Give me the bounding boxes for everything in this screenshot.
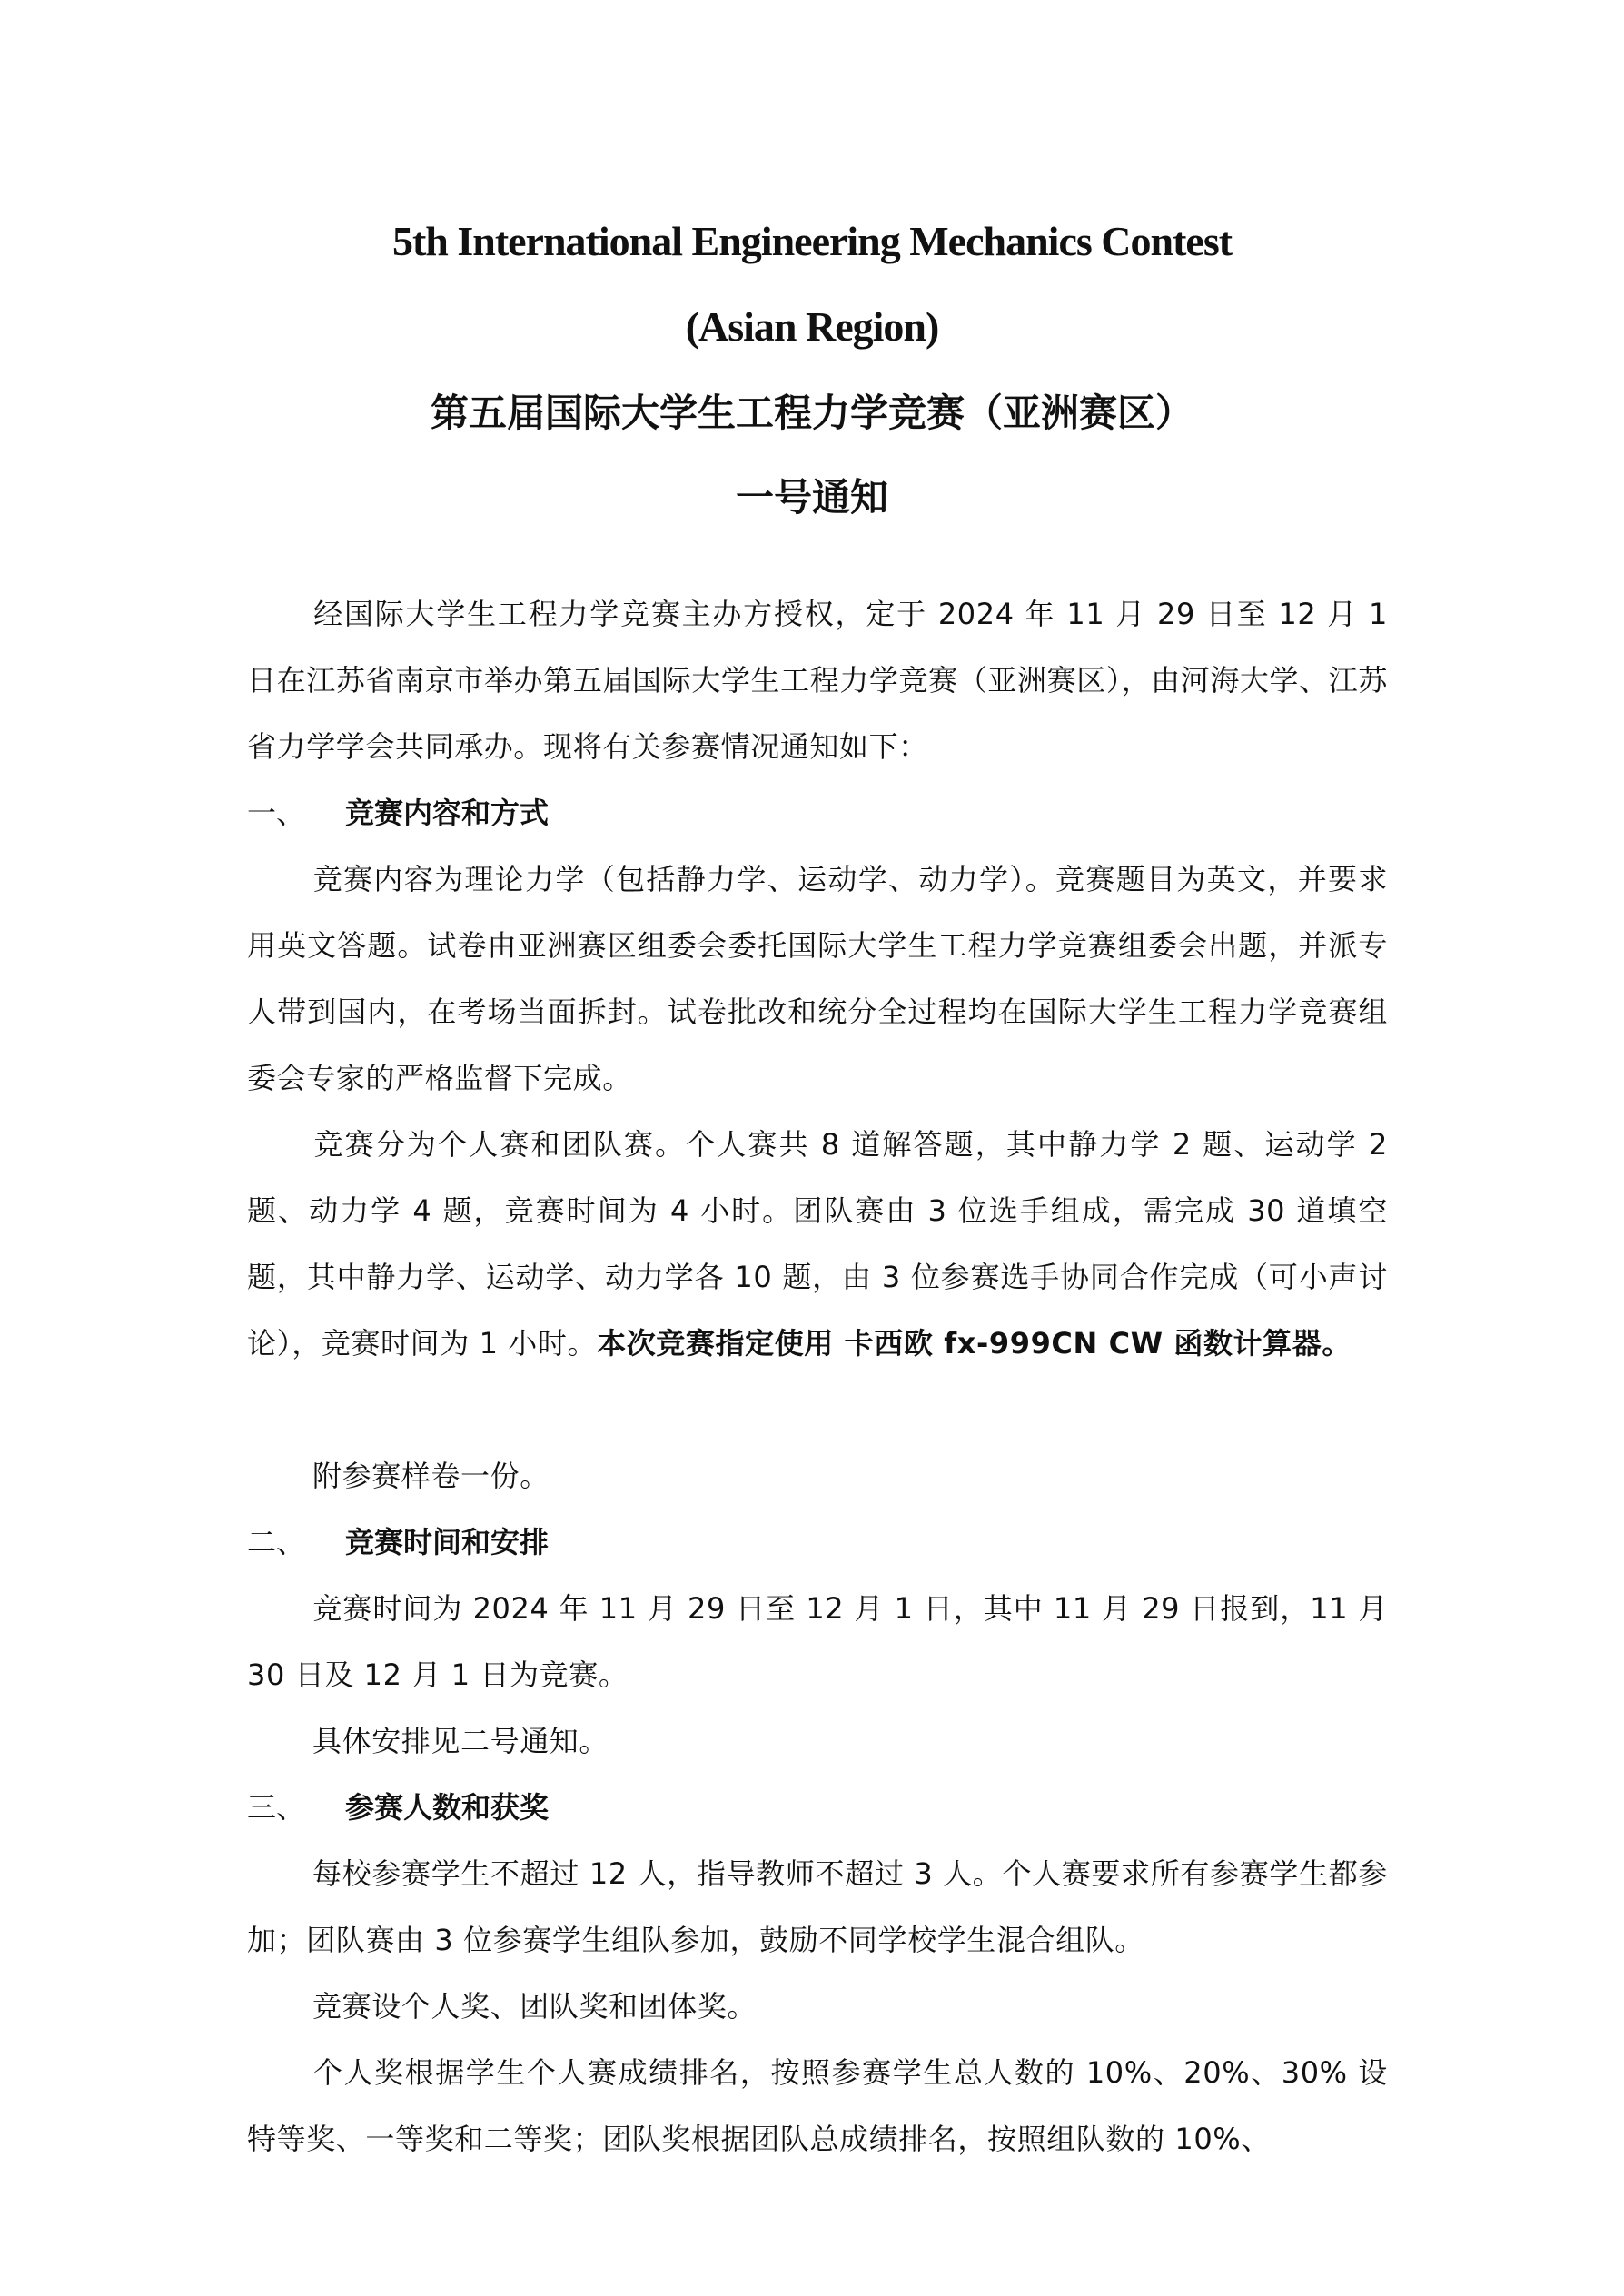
section-heading-1 bbox=[247, 780, 1388, 846]
paragraph-text: 每校参赛学生不超过 12 人，指导教师不超过 3 人。个人赛要求所有参赛学生都参加；团队赛由 3 位参赛学生组队参加，鼓励不同学校学生混合组队。 bbox=[247, 1856, 1388, 1957]
paragraph-text: 具体安排见二号通知。 bbox=[312, 1724, 609, 1758]
section3-paragraph-2 bbox=[247, 1974, 1388, 2040]
section-number: 一、 bbox=[247, 796, 306, 830]
section-heading-2 bbox=[247, 1509, 1388, 1576]
section-title: 竞赛内容和方式 bbox=[345, 796, 550, 830]
calculator-note: 本次竞赛指定使用 卡西欧 fx-999CN CW 函数计算器。 bbox=[597, 1326, 1352, 1361]
section-title: 参赛人数和获奖 bbox=[345, 1790, 550, 1825]
paragraph-text: 附参赛样卷一份。 bbox=[312, 1459, 550, 1493]
paragraph-text: 竞赛分为个人赛和团队赛。个人赛共 8 道解答题，其中静力学 2 题、运动学 2 题、动力学 4 题，竞赛时间为 4 小时。团队赛由 3 位选手组成，需完成 30 道填空题，其中静力学、运动学、动力学各 10 题，由 3 位参赛选手协同合作完成（可小声讨论），竞赛时间为 1 小时。 bbox=[247, 1127, 1388, 1361]
intro-paragraph bbox=[247, 581, 1388, 780]
paragraph-text: 个人奖根据学生个人赛成绩排名，按照参赛学生总人数的 10%、20%、30% 设特等奖、一等奖和二等奖；团队奖根据团队总成绩排名，按照组队数的 10%、 bbox=[247, 2055, 1388, 2156]
section2-paragraph-2 bbox=[247, 1708, 1388, 1775]
intro-text: 经国际大学生工程力学竞赛主办方授权，定于 2024 年 11 月 29 日至 12 月 1 日在江苏省南京市举办第五届国际大学生工程力学竞赛（亚洲赛区），由河海大学、江苏省力学学会共同承办。现将有关参赛情况通知如下： bbox=[247, 597, 1388, 764]
title-english-line2: (Asian Region) bbox=[685, 303, 939, 350]
section3-paragraph-1 bbox=[247, 1841, 1388, 1974]
section3-paragraph-3 bbox=[247, 2040, 1388, 2172]
paragraph-text: 竞赛时间为 2024 年 11 月 29 日至 12 月 1 日，其中 11 月 29 日报到，11 月 30 日及 12 月 1 日为竞赛。 bbox=[247, 1591, 1388, 1692]
paragraph-text: 竞赛设个人奖、团队奖和团体奖。 bbox=[312, 1989, 758, 2024]
title-chinese: 第五届国际大学生工程力学竞赛（亚洲赛区） bbox=[430, 391, 1193, 435]
paragraph-text: 竞赛内容为理论力学（包括静力学、运动学、动力学）。竞赛题目为英文，并要求用英文答题。试卷由亚洲赛区组委会委托国际大学生工程力学竞赛组委会出题，并派专人带到国内，在考场当面拆封。试卷批改和统分全过程均在国际大学生工程力学竞赛组委会专家的严格监督下完成。 bbox=[247, 862, 1388, 1095]
section-number: 二、 bbox=[247, 1525, 306, 1559]
title-english-line1: 5th International Engineering Mechanics Contest bbox=[391, 218, 1233, 264]
section1-paragraph-2 bbox=[247, 1112, 1388, 1377]
section-number: 三、 bbox=[247, 1790, 306, 1825]
section1-paragraph-1 bbox=[247, 846, 1388, 1112]
notice-subtitle: 一号通知 bbox=[735, 475, 888, 520]
section1-paragraph-3 bbox=[247, 1443, 1388, 1509]
section-heading-3 bbox=[247, 1775, 1388, 1841]
section-title: 竞赛时间和安排 bbox=[345, 1525, 550, 1559]
section2-paragraph-1 bbox=[247, 1576, 1388, 1708]
